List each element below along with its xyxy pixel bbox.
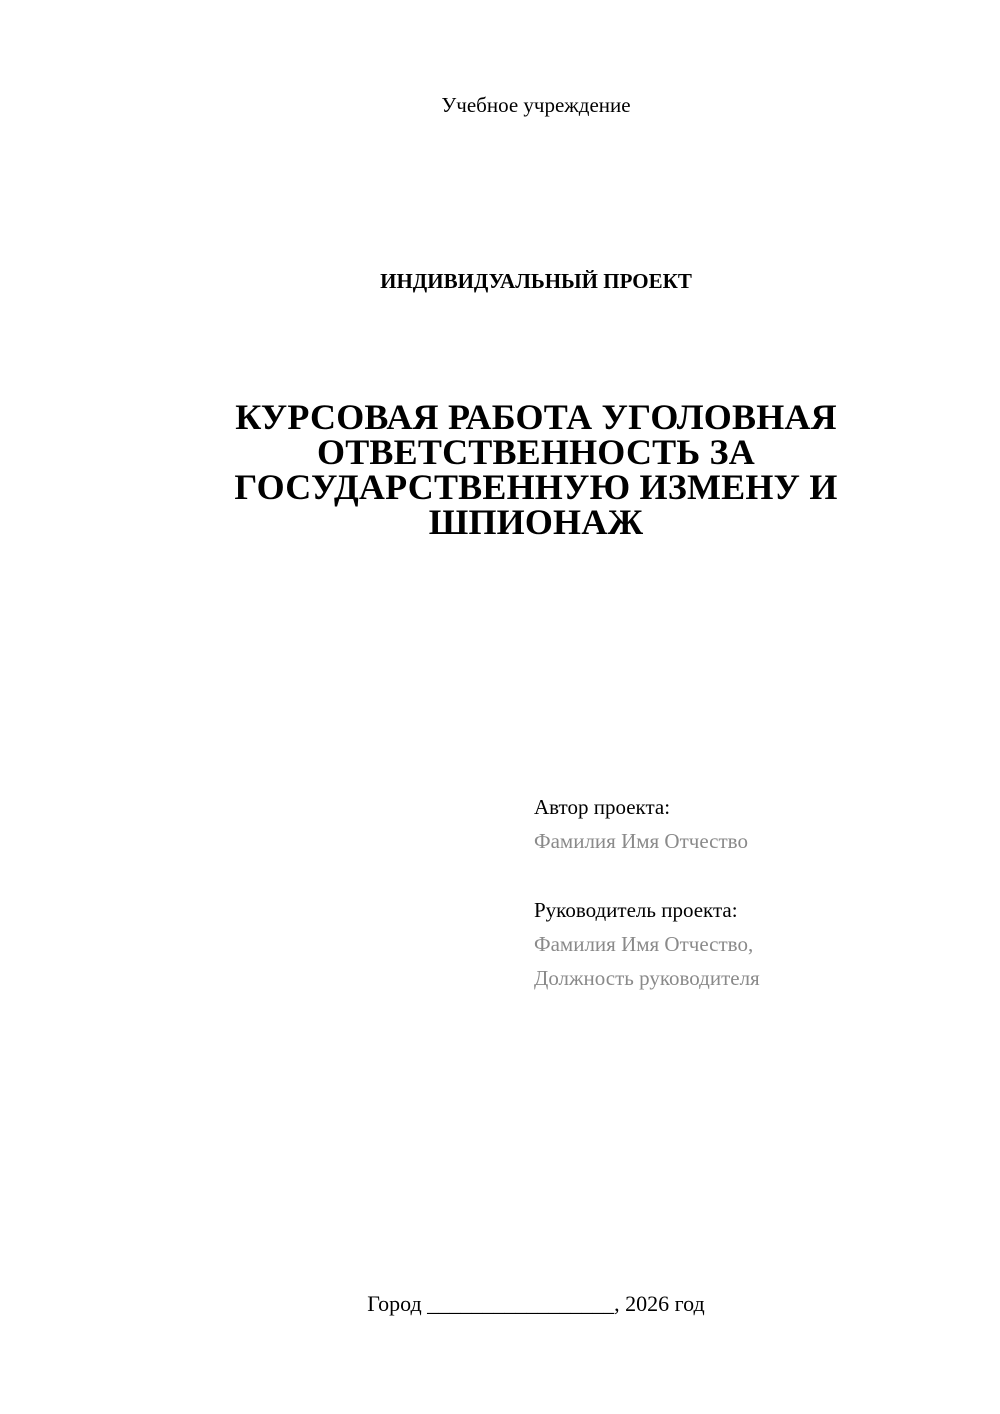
- city-year-footer: Город _________________, 2026 год: [367, 1291, 705, 1316]
- spacer: [534, 858, 974, 893]
- title-line: ГОСУДАРСТВЕННУЮ ИЗМЕНУ И: [234, 467, 838, 507]
- title-line: КУРСОВАЯ РАБОТА УГОЛОВНАЯ: [235, 397, 837, 437]
- title-line: ШПИОНАЖ: [428, 502, 644, 542]
- supervisor-position-placeholder: Должность руководителя: [534, 966, 760, 990]
- document-title: [200, 397, 872, 542]
- supervisor-label: Руководитель проекта:: [534, 898, 738, 922]
- project-people-block: [534, 790, 974, 995]
- author-label: Автор проекта:: [534, 795, 671, 819]
- project-type-heading: ИНДИВИДУАЛЬНЫЙ ПРОЕКТ: [380, 269, 692, 293]
- institution-name: Учебное учреждение: [441, 93, 631, 117]
- title-line: ОТВЕТСТВЕННОСТЬ ЗА: [317, 432, 755, 472]
- author-name-placeholder: Фамилия Имя Отчество: [534, 829, 748, 853]
- supervisor-name-placeholder: Фамилия Имя Отчество,: [534, 932, 754, 956]
